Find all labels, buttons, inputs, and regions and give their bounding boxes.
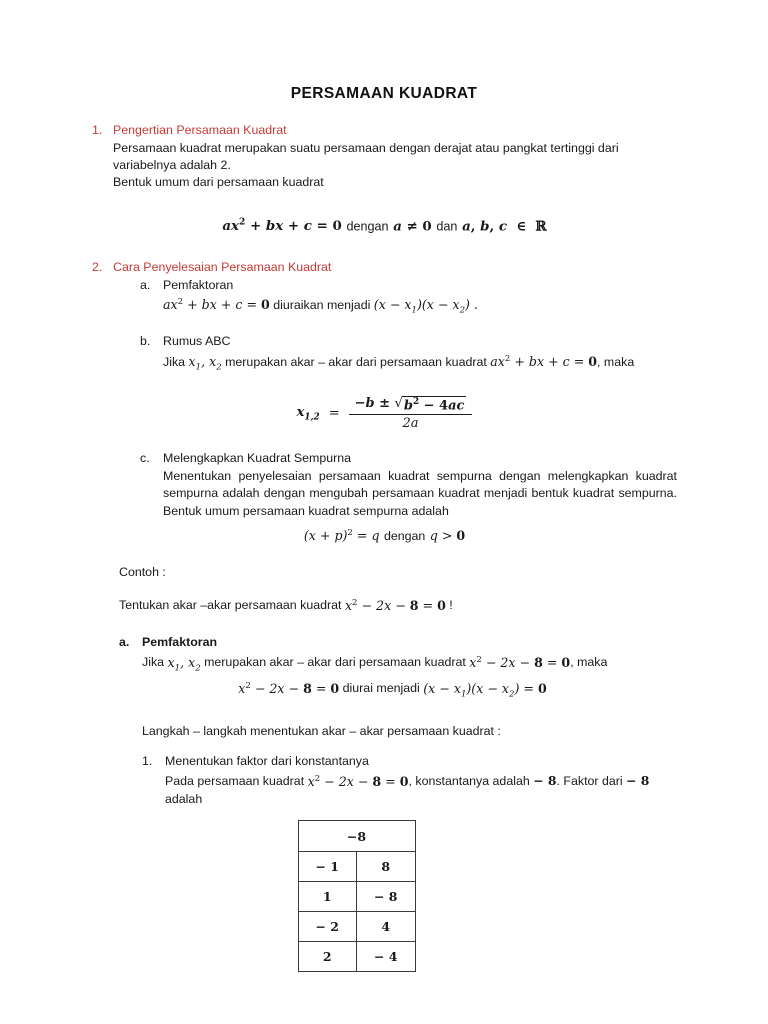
equation-general-dan: dan — [436, 219, 458, 234]
section-1-heading: Pengertian Persamaan Kuadrat — [113, 123, 287, 137]
equation-general-form: $ax^2$ + bx + c = 0 dengan a ≠ 0 dan a, b, c ∈ ℝ — [222, 216, 547, 235]
contoh-block — [92, 564, 677, 808]
factor-cell-left: − 2 — [298, 912, 357, 942]
example-pemfaktoran — [119, 634, 677, 808]
table-row — [298, 882, 415, 912]
langkah-label: Langkah – langkah menentukan akar – akar persamaan kuadrat : — [142, 723, 501, 738]
factor-cell-left: 1 — [298, 882, 357, 912]
step-1-body-mid: , konstantanya adalah — [408, 774, 530, 789]
section-2-marker: 2. — [92, 260, 103, 275]
section-2-item-c — [140, 450, 677, 520]
factor-cell-left: − 1 — [298, 852, 357, 882]
contoh-instruction-post: ! — [449, 598, 453, 613]
contoh-label: Contoh : — [119, 564, 166, 579]
section-2-item-b-marker: b. — [140, 334, 151, 349]
equation-pemfaktoran-general: $ax^2$ + bx + c = 0 diuraikan menjadi $(x - x_1)(x - x_2)$ . — [163, 297, 478, 316]
factor-table-header: −8 — [298, 821, 415, 852]
section-2-item-c-marker: c. — [140, 451, 150, 466]
table-header-row — [298, 821, 415, 852]
section-2-item-b — [140, 333, 677, 377]
section-1-paragraph-2: Bentuk umum dari persamaan kuadrat — [113, 175, 324, 190]
example-intro-post: , maka — [570, 655, 608, 670]
section-1 — [92, 122, 677, 192]
factor-cell-right: 4 — [357, 912, 416, 942]
example-intro-pre: Jika — [142, 655, 165, 670]
section-2-item-a — [140, 277, 677, 321]
factor-cell-right: − 8 — [357, 882, 416, 912]
section-2-item-a-marker: a. — [140, 277, 151, 292]
table-row — [298, 912, 415, 942]
step-1-body-post: . Faktor dari — [556, 774, 623, 789]
step-1-constant-2: − 8 — [626, 773, 650, 789]
melengkapkan-body: Menentukan penyelesaian persamaan kuadrat sempurna dengan melengkapkan kuadrat sempurna adalah dengan mengubah persamaan kuadrat menjadi bentuk kuadrat sempurna. Bentuk umum persamaan kuadrat sempurna adalah — [163, 468, 677, 518]
section-2-heading: Cara Penyelesaian Persamaan Kuadrat — [113, 260, 332, 275]
factor-table-wrap — [92, 820, 677, 972]
factor-table — [298, 820, 416, 972]
equation-general-dengan: dengan — [346, 219, 389, 234]
factor-cell-right: 8 — [357, 852, 416, 882]
abc-intro-post: , maka — [597, 354, 635, 369]
factor-cell-right: − 4 — [357, 942, 416, 972]
section-1-marker: 1. — [92, 123, 103, 137]
table-row — [298, 942, 415, 972]
step-1-constant: − 8 — [533, 773, 557, 789]
example-pemfaktoran-title: Pemfaktoran — [142, 634, 218, 649]
section-2-item-a-title: Pemfaktoran — [163, 277, 234, 292]
abc-intro: Jika $x_1$, $x_2$ merupakan akar – akar dari persamaan kuadrat $ax^2$ + bx + c = 0, maka — [163, 353, 635, 373]
example-pemfaktoran-intro: Jika $x_1$, $x_2$ merupakan akar – akar dari persamaan kuadrat $x^2 - 2x - 8 = 0$, maka — [142, 654, 608, 674]
step-1-body: Pada persamaan kuadrat $x^2 - 2x - 8 = 0$, konstantanya adalah − 8. Faktor dari − 8 adalah — [165, 773, 650, 806]
abc-intro-pre: Jika — [163, 354, 186, 369]
abc-intro-mid: merupakan akar – akar dari persamaan kuadrat — [225, 354, 487, 369]
contoh-instruction: Tentukan akar –akar persamaan kuadrat $x^2 - 2x - 8 = 0$ ! — [119, 597, 453, 613]
equation-abc-formula: $x_{1,2}$ = −b ± √ $b^2 - 4ac$ 2a — [92, 396, 677, 432]
example-intro-mid: merupakan akar – akar dari persamaan kuadrat — [204, 655, 466, 670]
example-line2-connector: diurai menjadi — [342, 681, 420, 696]
section-2 — [92, 259, 677, 377]
equation-kuadrat-sempurna: $(x + p)^2 = q$ dengan q > 0 — [303, 527, 466, 543]
section-2-item-b-title: Rumus ABC — [163, 334, 231, 349]
pemfaktoran-connector: diuraikan menjadi — [273, 298, 371, 313]
document-body — [0, 122, 768, 972]
contoh-instruction-pre: Tentukan akar –akar persamaan kuadrat — [119, 598, 342, 613]
page-title: PERSAMAAN KUADRAT — [290, 85, 478, 102]
kuadrat-sempurna-dengan: dengan — [383, 528, 426, 543]
factor-cell-left: 2 — [298, 942, 357, 972]
step-1-body-pre: Pada persamaan kuadrat — [165, 774, 305, 789]
section-2-item-c-wrap — [92, 450, 677, 520]
step-1-marker: 1. — [142, 754, 153, 768]
step-1-body-end: adalah — [165, 792, 203, 806]
table-row — [298, 852, 415, 882]
example-pemfaktoran-marker: a. — [119, 634, 130, 649]
step-1-title: Menentukan faktor dari konstantanya — [165, 754, 369, 768]
step-1 — [142, 753, 677, 808]
section-2-item-c-title: Melengkapkan Kuadrat Sempurna — [163, 451, 352, 466]
example-pemfaktoran-equation: $x^2 - 2x - 8 = 0$ diurai menjadi $(x - x_1)(x - x_2) = 0$ — [238, 680, 547, 700]
section-1-paragraph-1: Persamaan kuadrat merupakan suatu persamaan dengan derajat atau pangkat tertinggi dari variabelnya adalah 2. — [113, 140, 619, 172]
